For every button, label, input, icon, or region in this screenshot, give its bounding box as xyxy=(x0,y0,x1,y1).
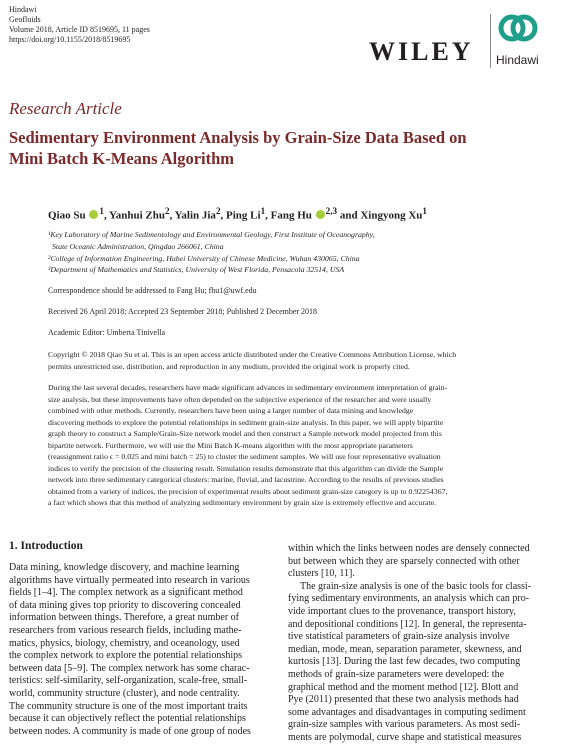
body-line: because it can objectively reflect the potential relationships xyxy=(9,713,246,725)
hindawi-wordmark: Hindawi xyxy=(496,53,539,67)
body-line: of data mining gives top priority to discovering concealed xyxy=(9,599,241,611)
academic-editor: Academic Editor: Umberta Tinivella xyxy=(48,328,166,337)
wiley-logo: WILEY xyxy=(369,37,474,66)
affiliation-line: ³Department of Mathematics and Statistics, University of West Florida, Pensacola 32514, USA xyxy=(48,265,345,275)
doi-link[interactable]: https://doi.org/10.1155/2018/8519695 xyxy=(9,35,131,44)
body-line: clusters [10, 11]. xyxy=(288,568,355,580)
orcid-icon[interactable] xyxy=(316,210,325,219)
abstract-line: a fact which shows that this method of analyzing sedimentary environment by grain size is extremely effective and accurate. xyxy=(48,498,437,507)
author-affiliation-mark: 1 xyxy=(99,206,104,216)
abstract-line: size analysis, but these improvements have often depended on the subjective experience of the researcher and were usually xyxy=(48,394,432,404)
body-line: and depositional conditions [12]. In general, the representa- xyxy=(288,618,527,630)
body-line: The community structure is one of the most important traits xyxy=(9,700,248,712)
copyright-line: permits unrestricted use, distribution, and reproduction in any medium, provided the original work is properly cited. xyxy=(48,361,410,371)
author-name[interactable]: Fang Hu xyxy=(270,209,312,222)
body-line: Data mining, knowledge discovery, and machine learning xyxy=(9,562,240,573)
author-name[interactable]: Qiao Su xyxy=(48,209,86,222)
affiliation-line: State Oceanic Administration, Qingdao 266061, China xyxy=(52,241,224,251)
body-line: between data [5–9]. The complex network has some charac- xyxy=(9,662,250,674)
copyright-notice xyxy=(48,349,552,372)
body-line: graphical method and the moment method [12]. Blott and xyxy=(288,681,519,693)
author-affiliation-mark: 1 xyxy=(260,206,266,216)
body-line: ments are polymodal, curve shape and statistical measures xyxy=(288,731,522,743)
body-line: some advantages and disadvantages in computing sediment xyxy=(288,706,526,718)
body-column-left xyxy=(9,562,273,738)
author-affiliation-mark: 2 xyxy=(165,206,170,216)
journal-meta-line: Volume 2018, Article ID 8519695, 11 pages xyxy=(9,25,150,34)
journal-meta-line: Hindawi xyxy=(9,5,37,14)
body-line: researchers from various research fields, including mathe- xyxy=(9,624,242,636)
body-line: the complex network to explore the potential relationships xyxy=(9,650,242,662)
body-line: median, mode, mean, separation parameter, skewness, and xyxy=(288,643,522,655)
abstract-line: During the last several decades, researchers have made significant advances in sedimentary environment interpretation of grain- xyxy=(48,383,448,392)
journal-meta-line: Geofluids xyxy=(9,15,41,24)
body-line: kurtosis [13]. During the last few decades, two computing xyxy=(288,656,521,668)
abstract xyxy=(48,382,552,509)
affiliation-line: ²College of Information Engineering, Hubei University of Chinese Medicine, Wuhan 430065, China xyxy=(48,253,360,263)
affiliations xyxy=(48,229,375,276)
author-affiliation-mark: 2,3 xyxy=(325,206,338,216)
copyright-line: Copyright © 2018 Qiao Su et al. This is an open access article distributed under the Creative Commons Attribution License, which xyxy=(48,350,457,359)
abstract-line: obtained from a variety of indices, the precision of experimental results about sediment grain-size category is up to 0.92254367, xyxy=(48,486,448,496)
abstract-line: combined with other methods. Currently, researchers have been using a larger number of data mining and knowledge xyxy=(48,406,414,415)
affiliation-line: ¹Key Laboratory of Marine Sedimentology and Environmental Geology, First Institute of Oceanography, xyxy=(48,230,375,239)
author-name[interactable]: Yanhui Zhu xyxy=(109,209,165,222)
abstract-line: network into three sedimentary categorical clusters: marine, fluvial, and lacustrine. According to the results of previous studies xyxy=(48,475,444,484)
author-name[interactable]: Yalin Jia xyxy=(174,209,216,222)
body-line: matics, physics, biology, chemistry, and oceanology, used xyxy=(9,637,240,649)
article-type: Research Article xyxy=(9,99,122,118)
section-heading: 1. Introduction xyxy=(9,540,83,552)
abstract-line: indices to verify the precision of the clustering result. Simulation results demonstrate that this algorithm can divide the Sample xyxy=(48,463,444,473)
body-line: algorithms have virtually permeated into research in various xyxy=(9,574,250,586)
hindawi-rings-logo-icon xyxy=(498,8,538,48)
body-line: world, community structure (cluster), and node centrality. xyxy=(9,687,240,699)
article-title-line: Sedimentary Environment Analysis by Grain-Size Data Based on xyxy=(9,128,467,147)
publication-dates: Received 26 April 2018; Accepted 23 September 2018; Published 2 December 2018 xyxy=(48,307,318,316)
author-affiliation-mark: 2 xyxy=(215,206,221,216)
author-name[interactable]: Xingyong Xu xyxy=(360,209,423,222)
correspondence: Correspondence should be addressed to Fang Hu; fhu1@uwf.edu xyxy=(48,286,257,295)
article-title xyxy=(9,127,554,169)
author-connector: and xyxy=(339,209,358,222)
body-line: within which the links between nodes are densely connected xyxy=(288,543,530,554)
body-line: tive statistical parameters of grain-size analysis involve xyxy=(288,631,510,643)
author-affiliation-mark: 1 xyxy=(422,206,427,216)
body-line: Pye (2011) presented that these two analysis methods had xyxy=(288,694,519,706)
author-name[interactable]: Ping Li xyxy=(226,209,261,222)
body-line: fields [1–4]. The complex network as a significant method xyxy=(9,587,243,599)
body-line: but between which they are sparsely connected with other xyxy=(288,555,520,567)
logo-divider xyxy=(490,14,491,68)
abstract-line: discovering methods to explore the potential relationships in sediment grain-size analysis. In this paper, we will apply bipartite xyxy=(48,417,444,427)
article-title-line: Mini Batch K-Means Algorithm xyxy=(9,149,235,168)
body-line: information between things. Therefore, a great number of xyxy=(9,612,240,624)
body-line: between nodes. A community is made of one group of nodes xyxy=(9,725,251,737)
body-column-right xyxy=(288,543,552,745)
body-line: fying sedimentary environments, an analysis which can pro- xyxy=(288,593,530,605)
abstract-line: bipartite network. Furthermore, we will use the Mini Batch K-means algorithm with the most appropriate parameters xyxy=(48,440,413,450)
body-line: methods of grain-size parameters were developed: the xyxy=(288,668,505,680)
body-line: The grain-size analysis is one of the basic tools for classi- xyxy=(300,580,532,592)
body-line: grain-size samples with various parameters. As most sedi- xyxy=(288,719,521,731)
abstract-line: graph theory to construct a Sample/Grain-Size network model and then construct a Sample network model projected from this xyxy=(48,429,442,438)
author-list: Qiao Su $^1$, Yanhui Zhu$^2$, Yalin Jia$^2$, Ping Li$^1$, Fang Hu $^{2,3}$ and Xingyong Xu$^1$ xyxy=(48,206,427,222)
orcid-icon[interactable] xyxy=(89,210,98,219)
body-line: teristics: self-similarity, self-organization, scale-free, small- xyxy=(9,675,248,687)
journal-meta xyxy=(9,5,150,45)
abstract-line: (reassignment ratio ϵ = 0.025 and mini batch = 25) to cluster the sediment samples. We will use four representative evaluation xyxy=(48,452,441,461)
body-line: vide important clues to the provenance, transport history, xyxy=(288,605,516,617)
